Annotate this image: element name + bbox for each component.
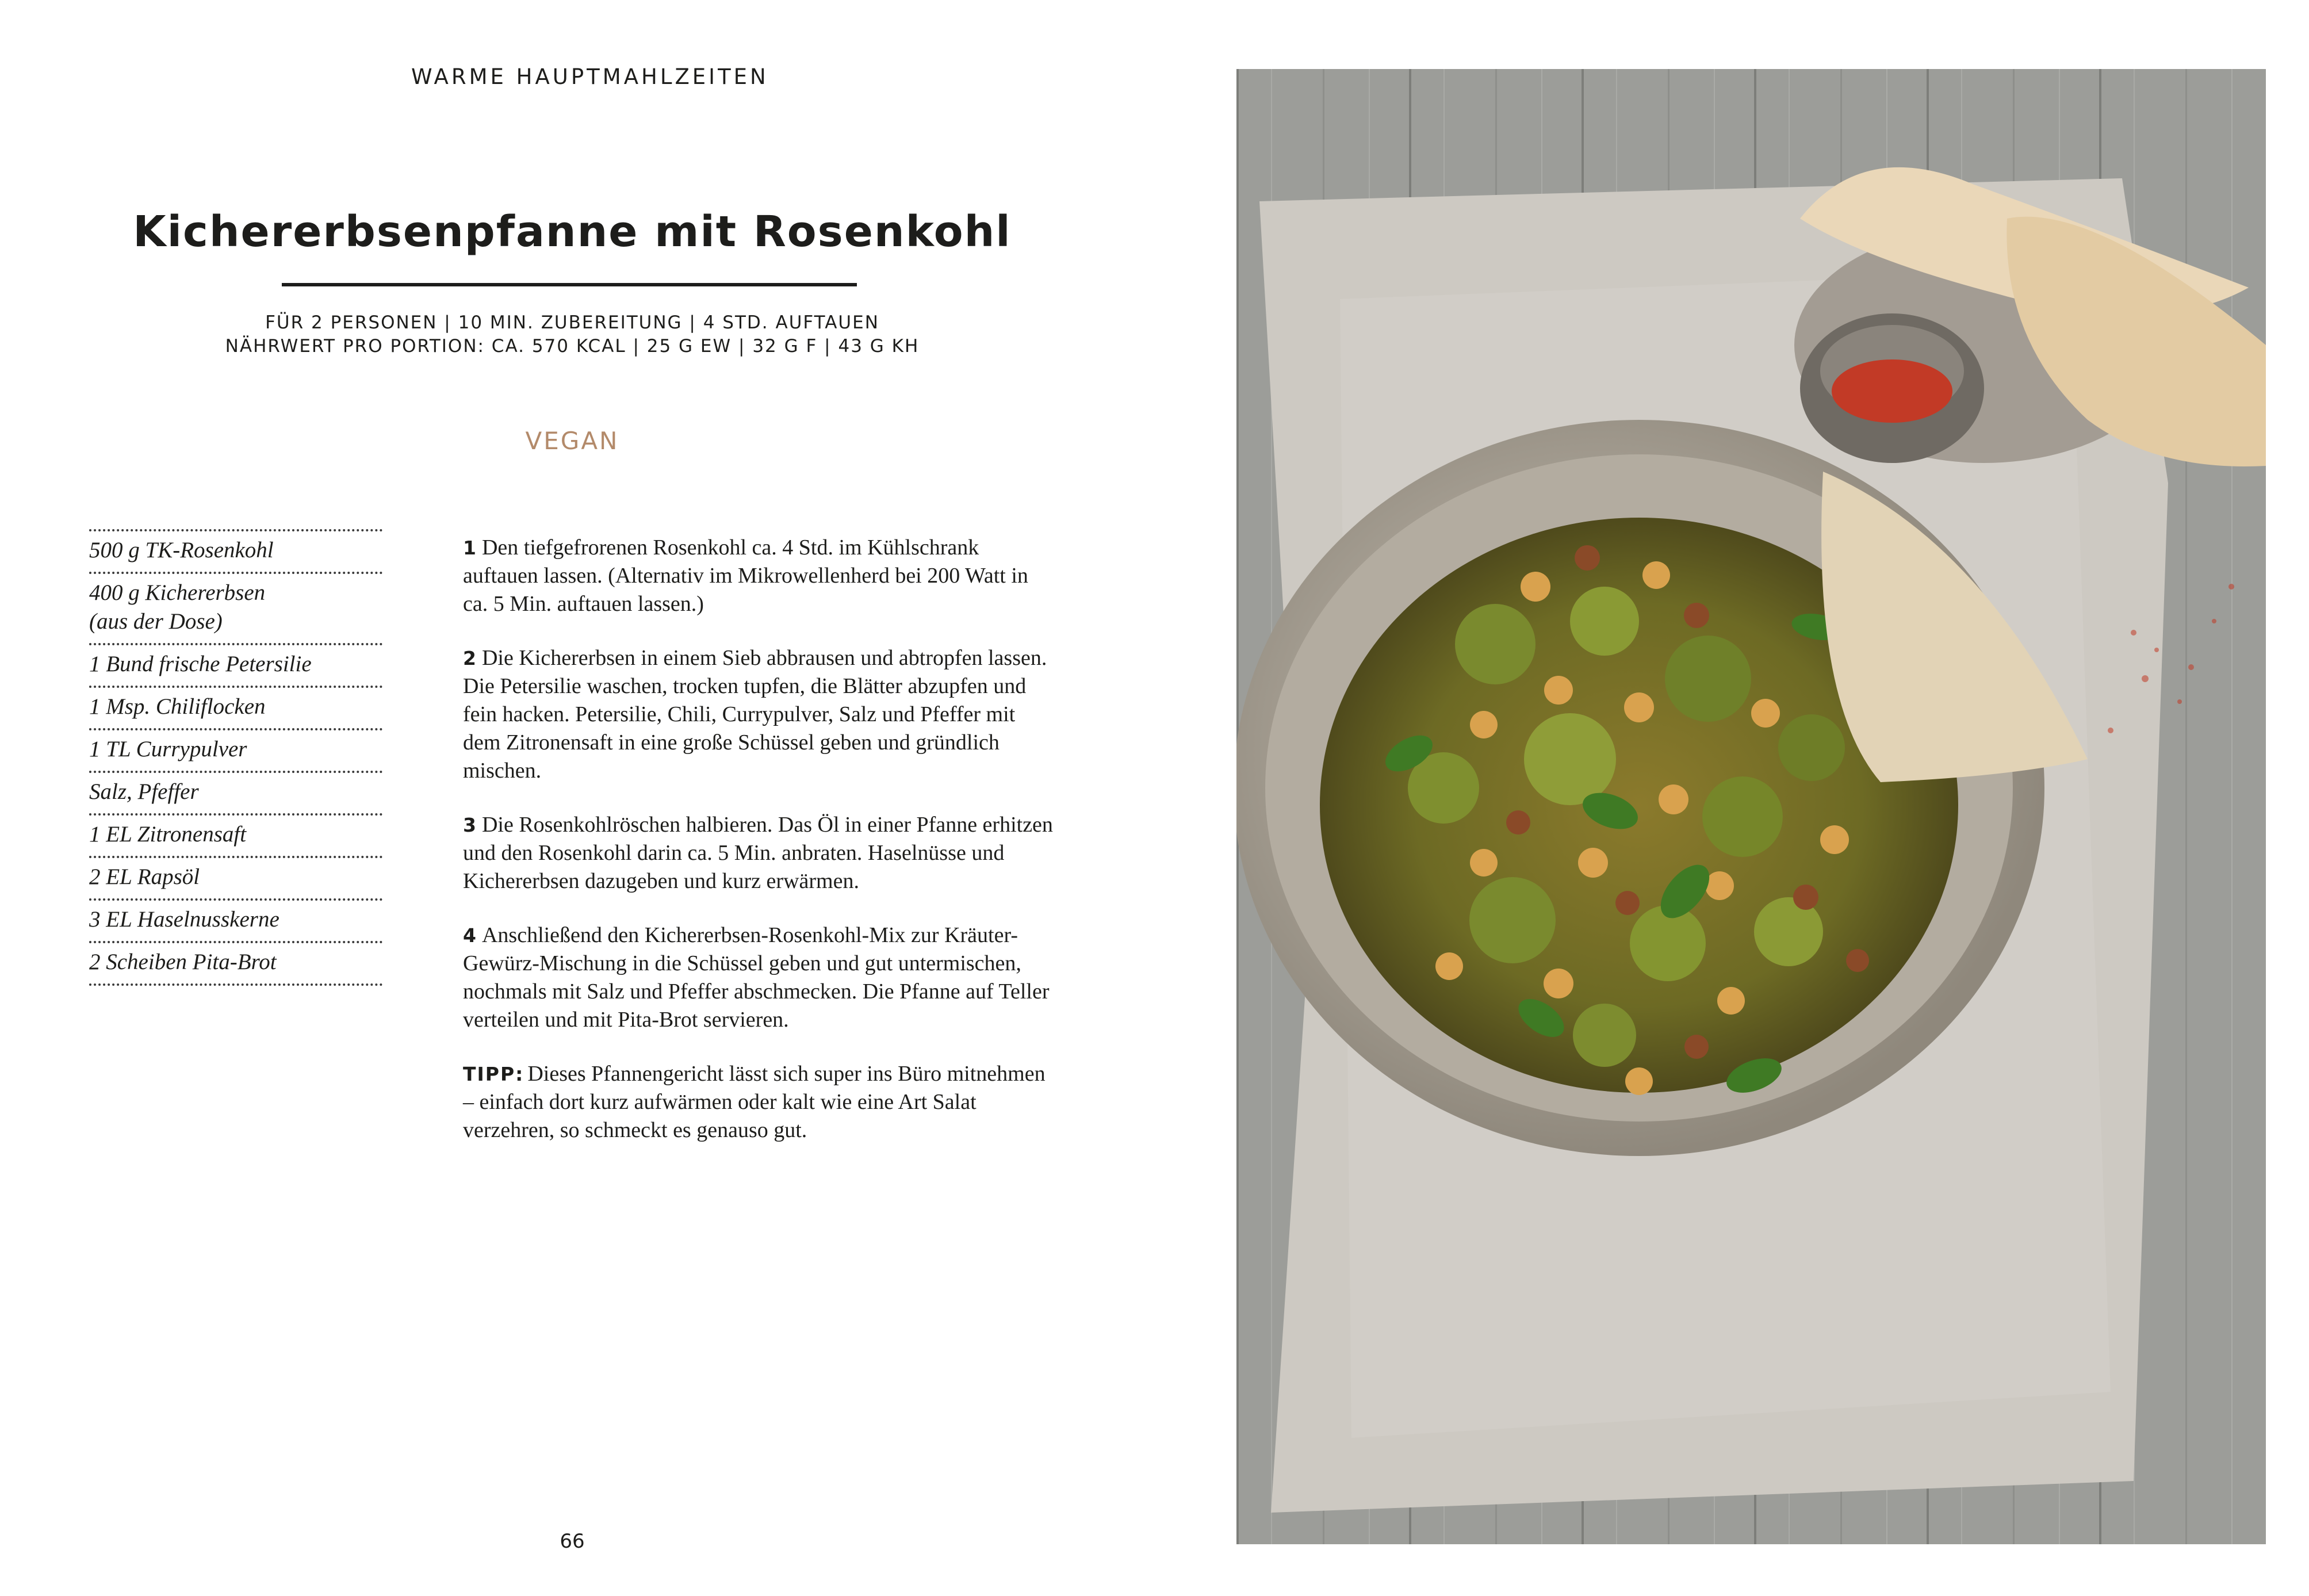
step-text: Die Kichererbsen in einem Sieb abbrausen und abtropfen lassen. Die Petersilie waschen, trocken tupfen, die Blätter abzupfen und fein hacken. Petersilie, Chili, Currypulver, Salz und Pfeffer mit dem Zitronensaft in eine große Schüssel geben und gründlich mischen.: [463, 646, 1047, 783]
tip-label: TIPP:: [463, 1063, 524, 1085]
step-text: Die Rosenkohlröschen halbieren. Das Öl in einer Pfanne erhitzen und den Rosenkohl darin ca. 5 Min. anbraten. Haselnüsse und Kichererbsen dazugeben und kurz erwärmen.: [463, 813, 1053, 893]
vegan-badge: VEGAN: [525, 427, 619, 455]
instruction-steps: [463, 534, 1058, 1170]
recipe-title: Kichererbsenpfanne mit Rosenkohl: [133, 207, 1012, 257]
ingredient-text: Salz, Pfeffer: [89, 779, 199, 804]
step-text: Den tiefgefrorenen Rosenkohl ca. 4 Std. im Kühlschrank auftauen lassen. (Alternativ im Mikrowellenherd bei 200 Watt in ca. 5 Min. auftauen lassen.): [463, 535, 1028, 616]
recipe-meta-servings: FÜR 2 PERSONEN | 10 MIN. ZUBEREITUNG | 4 STD. AUFTAUEN: [265, 312, 879, 333]
ingredient-text: 1 TL Currypulver: [89, 737, 247, 761]
step-text: Anschließend den Kichererbsen-Rosenkohl-Mix zur Kräuter-Gewürz-Mischung in die Schüssel geben und gut untermischen, nochmals mit Salz und Pfeffer abschmecken. Die Pfanne auf Teller verteilen und mit Pita-Brot servieren.: [463, 923, 1050, 1032]
step-number: 1: [463, 537, 476, 559]
ingredient-item: [89, 645, 382, 688]
ingredient-item: [89, 574, 382, 645]
ingredient-item: [89, 943, 382, 986]
step-1: [463, 534, 1058, 618]
tip-text: Dieses Pfannengericht lässt sich super ins Büro mitnehmen – einfach dort kurz aufwärmen oder kalt wie eine Art Salat verzehren, so schmeckt es genauso gut.: [463, 1062, 1046, 1142]
step-2: [463, 644, 1058, 785]
ingredient-item: [89, 773, 382, 816]
paprika-powder: [1832, 359, 1952, 423]
ingredient-item: [89, 901, 382, 943]
step-number: 4: [463, 924, 476, 947]
ingredient-list: [89, 529, 382, 986]
ingredient-item: [89, 858, 382, 901]
ingredient-item: [89, 688, 382, 730]
title-underline: [282, 283, 857, 286]
recipe-meta-nutrition: NÄHRWERT PRO PORTION: CA. 570 KCAL | 25 G EW | 32 G F | 43 G KH: [225, 336, 920, 357]
ingredient-item: [89, 816, 382, 858]
ingredient-item: [89, 730, 382, 773]
ingredient-item: [89, 531, 382, 574]
ingredient-text: (aus der Dose): [89, 609, 223, 634]
ingredient-text: 1 Bund frische Petersilie: [89, 652, 312, 676]
food-photo: [1236, 69, 2266, 1544]
ingredient-text: 3 EL Haselnusskerne: [89, 907, 279, 932]
running-head: WARME HAUPTMAHLZEITEN: [411, 64, 769, 89]
ingredient-text: 2 Scheiben Pita-Brot: [89, 950, 277, 974]
tip-paragraph: [463, 1060, 1058, 1145]
step-number: 3: [463, 814, 476, 836]
ingredient-text: 400 g Kichererbsen: [89, 580, 266, 605]
page-number: 66: [560, 1530, 585, 1553]
step-3: [463, 811, 1058, 895]
step-number: 2: [463, 647, 476, 669]
ingredient-text: 500 g TK-Rosenkohl: [89, 538, 274, 562]
step-4: [463, 921, 1058, 1034]
ingredient-text: 1 Msp. Chiliflocken: [89, 694, 266, 719]
ingredient-text: 2 EL Rapsöl: [89, 864, 200, 889]
ingredient-text: 1 EL Zitronensaft: [89, 822, 247, 847]
food-photo-illustration: [1236, 69, 2266, 1544]
